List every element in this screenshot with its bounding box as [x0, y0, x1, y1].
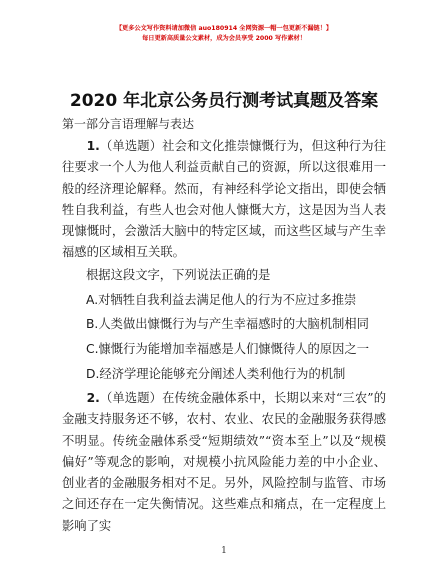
page-title: 2020 年北京公务员行测考试真题及答案	[69, 91, 379, 111]
question-2-text: （单选题）在传统金融体系中，长期以来对“三农”的金融支持服务还不够，农村、农业、农民的金融服务获得感不明显。传统金融体系受“短期绩效”“资本至上”以及“规模偏好”等观念的影响，对规模小抗风险能力差的中小企业、创业者的金融服务相对不足。另外，风险控制与监管、市场之间还存在一定失衡情况。这些难点和痛点，在一定程度上影响了实	[62, 391, 386, 533]
section-heading: 第一部分言语理解与表达	[62, 117, 195, 131]
option-a-text: 对牺牲自我利益去满足他人的行为不应过多推崇	[98, 293, 357, 307]
question-1	[62, 136, 386, 264]
option-b-letter: B.	[86, 317, 99, 331]
question-1-text: （单选题）社会和文化推崇慷慨行为，但这种行为往往要求一个人为他人利益贡献自己的资源，所以这很难用一般的经济理论解释。然而，有神经科学论文指出，即使会牺牲自我利益，有些人也会对他人慷慨大方，这是因为当人表现慷慨时，会激活大脑中的特定区域，而这些区域与产生幸福感的区域相互关联。	[62, 139, 386, 260]
option-c-letter: C.	[86, 342, 99, 356]
question-1-number: 1.	[86, 139, 100, 153]
question-2-number: 2.	[86, 391, 100, 405]
question-1-prompt: 根据这段文字，下列说法正确的是	[86, 268, 271, 282]
option-d	[86, 364, 345, 382]
option-b	[86, 314, 369, 332]
option-c	[86, 339, 369, 357]
option-b-text: 人类做出慷慨行为与产生幸福感时的大脑机制相同	[98, 317, 369, 331]
option-a-letter: A.	[86, 293, 99, 307]
option-d-letter: D.	[86, 367, 100, 381]
question-2	[62, 388, 386, 537]
option-d-text: 经济学理论能够充分阐述人类利他行为的机制	[99, 367, 346, 381]
banner-line-1: 【更多公文写作资料请加微信 auo180914 全网资源一帽一包更新不漏链！】	[115, 25, 333, 32]
header-banner	[0, 24, 448, 44]
banner-line-2: 每日更新高质量公文素材，成为会员享受 2000 写作素材！	[142, 35, 306, 42]
option-a	[86, 290, 356, 308]
option-c-text: 慷慨行为能增加幸福感是人们慷慨待人的原因之一	[98, 342, 370, 356]
page-number: 1	[221, 546, 227, 556]
